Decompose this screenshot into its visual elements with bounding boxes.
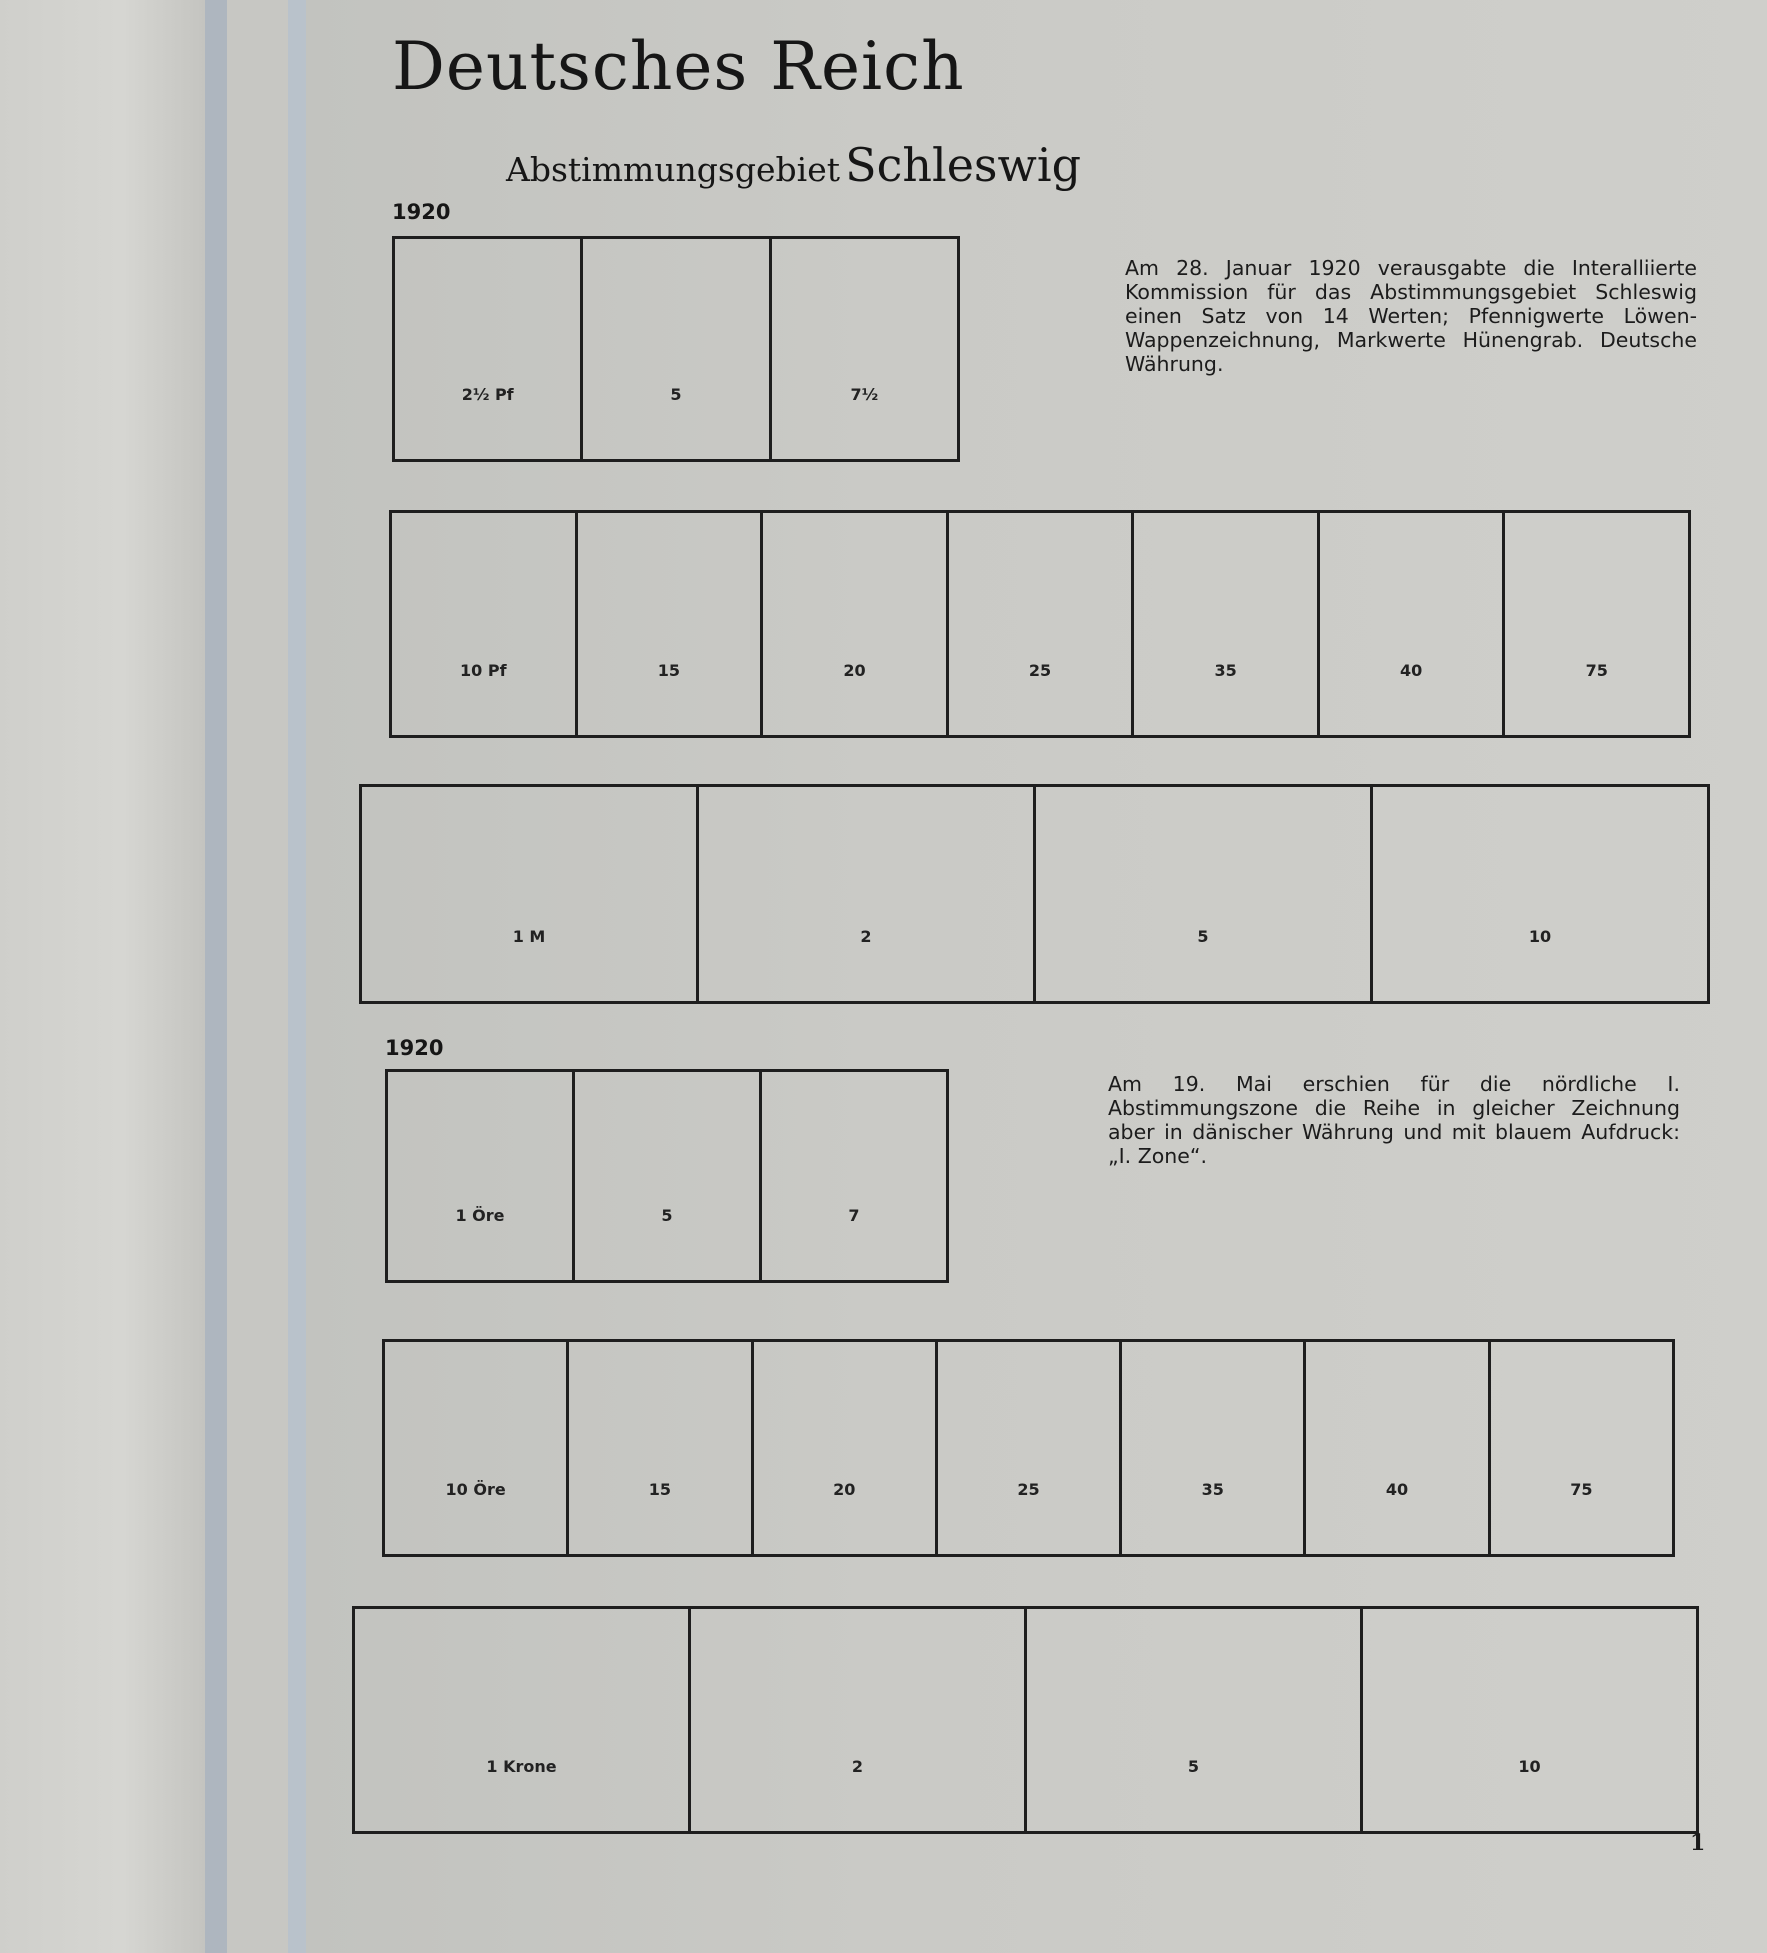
stamp-value-label: 10 <box>1518 1757 1541 1776</box>
stamp-value-label: 2 <box>860 927 872 946</box>
stamp-space <box>583 239 771 459</box>
stamp-space <box>1027 1609 1363 1831</box>
binder-cover <box>0 0 205 1953</box>
stamp-row <box>389 510 1691 738</box>
stamp-value-label: 2 <box>851 1757 864 1776</box>
stamp-value-label: 75 <box>1570 1480 1593 1499</box>
stamp-space <box>392 513 578 735</box>
stamp-space <box>949 513 1135 735</box>
stamp-row <box>352 1606 1699 1834</box>
stamp-space <box>385 1342 569 1554</box>
stamp-space <box>691 1609 1027 1831</box>
stamp-space <box>1491 1342 1672 1554</box>
stamp-space <box>938 1342 1122 1554</box>
page-number: 1 <box>1690 1830 1706 1856</box>
stamp-value-label: 20 <box>843 661 866 680</box>
stamp-space <box>763 513 949 735</box>
section2-year: 1920 <box>385 1036 444 1060</box>
stamp-space <box>754 1342 938 1554</box>
stamp-value-label: 35 <box>1214 661 1237 680</box>
stamp-row <box>359 784 1710 1004</box>
page-subtitle <box>506 138 1081 192</box>
subtitle-main: Schleswig <box>845 138 1082 192</box>
subtitle-prefix: Abstimmungsgebiet <box>506 150 840 189</box>
stamp-value-label: 5 <box>670 385 682 404</box>
page-hinge <box>288 0 306 1953</box>
stamp-value-label: 15 <box>657 661 680 680</box>
stamp-value-label: 10 Pf <box>460 661 507 680</box>
stamp-value-label: 40 <box>1400 661 1423 680</box>
stamp-value-label: 1 Krone <box>486 1757 557 1776</box>
stamp-value-label: 35 <box>1201 1480 1224 1499</box>
stamp-value-label: 2½ Pf <box>461 385 514 404</box>
stamp-space <box>355 1609 691 1831</box>
stamp-value-label: 10 Öre <box>445 1480 506 1499</box>
section2-description: Am 19. Mai erschien für die nördliche I. Abstimmungszone die Reihe in gleicher Zeichnung aber in dänischer Währung und mit blauem Aufdruck: „I. Zone“. <box>1108 1072 1680 1168</box>
page-title: Deutsches Reich <box>392 28 965 105</box>
stamp-space <box>762 1072 946 1280</box>
stamp-space <box>772 239 957 459</box>
stamp-value-label: 20 <box>833 1480 856 1499</box>
stamp-space <box>1320 513 1506 735</box>
stamp-space <box>388 1072 575 1280</box>
stamp-space <box>575 1072 762 1280</box>
stamp-space <box>1505 513 1688 735</box>
stamp-space <box>569 1342 753 1554</box>
stamp-space <box>578 513 764 735</box>
stamp-value-label: 25 <box>1017 1480 1040 1499</box>
stamp-space <box>1306 1342 1490 1554</box>
stamp-value-label: 15 <box>648 1480 672 1499</box>
stamp-row <box>382 1339 1675 1557</box>
section1-description: Am 28. Januar 1920 verausgabte die Interalliierte Kommission für das Abstimmungsgebiet Schleswig einen Satz von 14 Werten; Pfennigwerte Löwen-Wappenzeichnung, Markwerte Hünengrab. Deutsche Währung. <box>1125 256 1697 376</box>
section1-year: 1920 <box>392 200 451 224</box>
stamp-space <box>1134 513 1320 735</box>
stamp-space <box>1036 787 1373 1001</box>
stamp-space <box>699 787 1036 1001</box>
stamp-value-label: 7 <box>848 1206 860 1225</box>
stamp-value-label: 5 <box>1197 927 1209 946</box>
stamp-value-label: 5 <box>661 1206 673 1225</box>
stamp-space <box>1373 787 1707 1001</box>
stamp-space <box>362 787 699 1001</box>
stamp-space <box>1363 1609 1696 1831</box>
stamp-value-label: 7½ <box>850 385 879 404</box>
stamp-value-label: 1 Öre <box>455 1206 505 1225</box>
stamp-value-label: 25 <box>1028 661 1052 680</box>
stamp-space <box>1122 1342 1306 1554</box>
stamp-row <box>385 1069 949 1283</box>
stamp-value-label: 75 <box>1585 661 1608 680</box>
stamp-row <box>392 236 960 462</box>
stamp-value-label: 1 M <box>512 927 546 946</box>
stamp-value-label: 5 <box>1187 1757 1200 1776</box>
stamp-value-label: 10 <box>1528 927 1552 946</box>
binder-spine <box>205 0 227 1953</box>
stamp-value-label: 40 <box>1385 1480 1409 1499</box>
stamp-space <box>395 239 583 459</box>
